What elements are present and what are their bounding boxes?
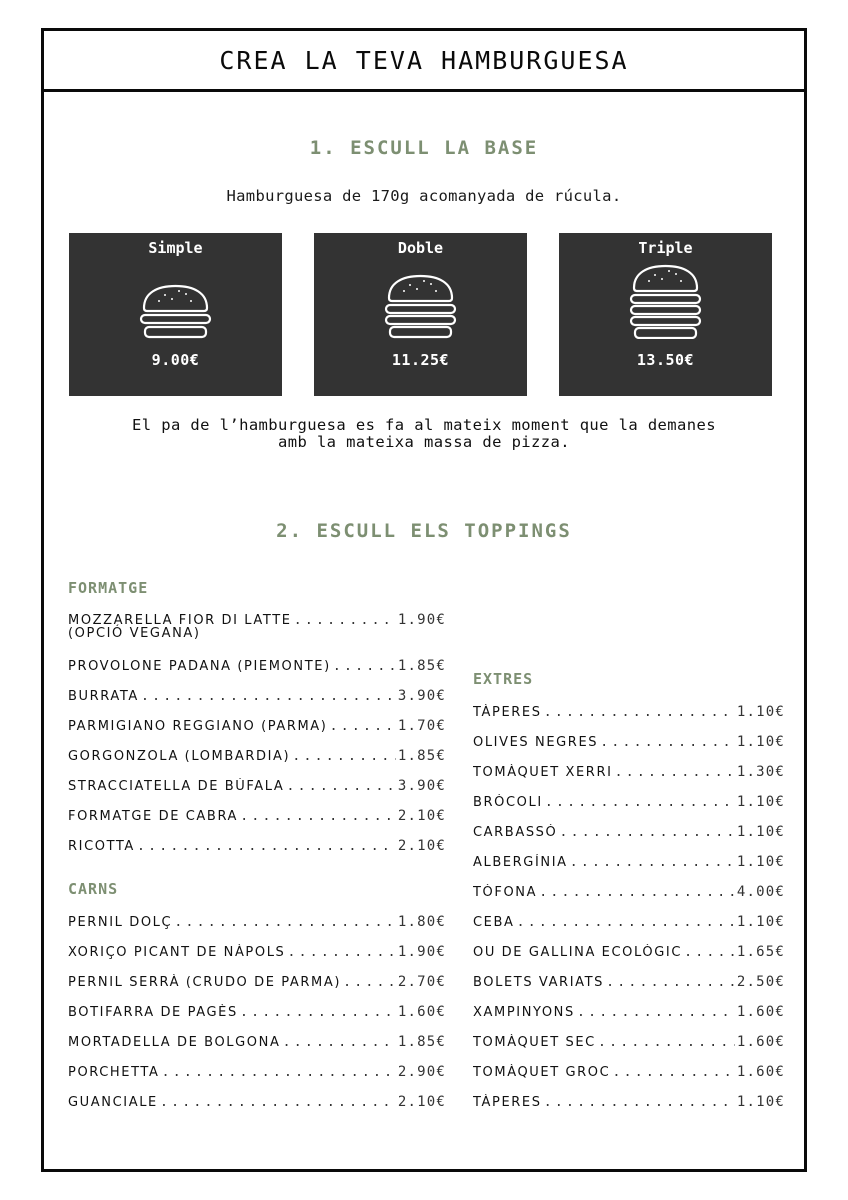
topping-subtitle: (OPCIÓ VEGANA): [68, 626, 201, 641]
topping-price: 1.30€: [736, 764, 785, 780]
leader-dots: [544, 704, 735, 720]
topping-price: 1.10€: [736, 854, 785, 870]
category-carns-title: CARNS: [68, 880, 119, 898]
topping-item[interactable]: [473, 1034, 785, 1050]
bread-note-line1: El pa de l’hamburguesa es fa al mateix moment que la demanes: [132, 416, 716, 434]
leader-dots: [141, 688, 396, 704]
topping-price: 1.10€: [736, 794, 785, 810]
topping-price: 1.10€: [736, 824, 785, 840]
topping-name: BURRATA: [68, 689, 139, 704]
topping-name: ALBERGÍNIA: [473, 855, 568, 870]
burger-icon: [384, 273, 457, 339]
topping-name: XAMPINYONS: [473, 1005, 575, 1020]
menu-page: [41, 28, 807, 1172]
topping-item[interactable]: [473, 974, 785, 990]
topping-price: 1.70€: [397, 718, 446, 734]
topping-item[interactable]: [68, 658, 446, 674]
leader-dots: [286, 778, 395, 794]
topping-item[interactable]: [473, 824, 785, 840]
topping-item[interactable]: [473, 794, 785, 810]
topping-item[interactable]: [68, 974, 446, 990]
topping-name: XORIÇO PICANT DE NÀPOLS: [68, 945, 286, 960]
leader-dots: [539, 884, 735, 900]
leader-dots: [577, 1004, 735, 1020]
leader-dots: [137, 838, 396, 854]
topping-name: PERNIL SERRÀ (CRUDO DE PARMA): [68, 975, 341, 990]
leader-dots: [598, 1034, 735, 1050]
leader-dots: [294, 612, 396, 628]
topping-item[interactable]: [473, 1094, 785, 1110]
topping-name: TOMÀQUET GROC: [473, 1065, 611, 1080]
base-name: Simple: [148, 239, 203, 257]
topping-name: OU DE GALLINA ECOLÒGIC: [473, 945, 682, 960]
topping-price: 1.90€: [397, 944, 446, 960]
topping-item[interactable]: [68, 778, 446, 794]
leader-dots: [684, 944, 735, 960]
topping-name: FORMATGE DE CABRA: [68, 809, 239, 824]
leader-dots: [333, 658, 396, 674]
leader-dots: [612, 1064, 735, 1080]
leader-dots: [287, 944, 395, 960]
topping-price: 3.90€: [397, 778, 446, 794]
topping-item[interactable]: [68, 914, 446, 930]
topping-name: RICOTTA: [68, 839, 135, 854]
topping-price: 1.65€: [736, 944, 785, 960]
topping-price: 4.00€: [736, 884, 785, 900]
topping-name: TÀPERES: [473, 705, 542, 720]
topping-item[interactable]: [68, 838, 446, 854]
topping-item[interactable]: [473, 914, 785, 930]
topping-item[interactable]: [68, 944, 446, 960]
leader-dots: [517, 914, 735, 930]
topping-price: 2.70€: [397, 974, 446, 990]
topping-price: 1.60€: [736, 1004, 785, 1020]
topping-item[interactable]: [68, 688, 446, 704]
topping-price: 1.10€: [736, 1094, 785, 1110]
topping-price: 1.10€: [736, 734, 785, 750]
burger-icon: [139, 283, 212, 339]
leader-dots: [240, 1004, 396, 1020]
topping-item[interactable]: [68, 718, 446, 734]
topping-name: OLIVES NEGRES: [473, 735, 599, 750]
topping-name: STRACCIATELLA DE BÚFALA: [68, 779, 285, 794]
topping-item[interactable]: [68, 1064, 446, 1080]
topping-name: PERNIL DOLÇ: [68, 915, 173, 930]
category-formatge-title: FORMATGE: [68, 579, 149, 597]
base-options: [69, 233, 785, 396]
bread-note: [44, 417, 804, 451]
leader-dots: [559, 824, 734, 840]
step1-subtitle: Hamburguesa de 170g acomanyada de rúcula.: [226, 187, 622, 205]
topping-name: BOTIFARRA DE PAGÈS: [68, 1005, 238, 1020]
topping-item[interactable]: [68, 1034, 446, 1050]
topping-name: BOLETS VARIATS: [473, 975, 605, 990]
leader-dots: [292, 748, 396, 764]
base-name: Triple: [638, 239, 693, 257]
leader-dots: [545, 794, 735, 810]
topping-name: GUANCIALE: [68, 1095, 158, 1110]
topping-price: 1.80€: [397, 914, 446, 930]
topping-item[interactable]: [473, 884, 785, 900]
leader-dots: [161, 1064, 395, 1080]
topping-name: TOMÀQUET SEC: [473, 1035, 596, 1050]
leader-dots: [343, 974, 396, 990]
base-card-simple[interactable]: [69, 233, 282, 396]
topping-item[interactable]: [473, 1064, 785, 1080]
burger-icon: [629, 263, 702, 339]
topping-item[interactable]: [473, 1004, 785, 1020]
base-price: 9.00€: [151, 351, 200, 369]
leader-dots: [544, 1094, 735, 1110]
step1-title: 1. ESCULL LA BASE: [309, 137, 539, 159]
topping-name: PARMIGIANO REGGIANO (PARMA): [68, 719, 328, 734]
bread-note-line2: amb la mateixa massa de pizza.: [278, 433, 570, 451]
topping-item[interactable]: [473, 734, 785, 750]
leader-dots: [600, 734, 735, 750]
topping-price: 3.90€: [397, 688, 446, 704]
topping-name: PROVOLONE PADANA (PIEMONTE): [68, 659, 331, 674]
base-price: 11.25€: [391, 351, 450, 369]
leader-dots: [329, 718, 395, 734]
topping-name: CARBASSÓ: [473, 825, 558, 840]
topping-item[interactable]: [68, 1094, 446, 1110]
topping-item[interactable]: [68, 612, 446, 641]
topping-item[interactable]: [68, 1004, 446, 1020]
topping-item[interactable]: [68, 808, 446, 824]
topping-name: MOZZARELLA FIOR DI LATTE: [68, 613, 292, 628]
title-bar: [44, 31, 804, 92]
base-card-doble[interactable]: [314, 233, 527, 396]
topping-price: 2.10€: [397, 838, 446, 854]
topping-price: 1.85€: [397, 748, 446, 764]
topping-item[interactable]: [473, 704, 785, 720]
topping-price: 2.10€: [397, 808, 446, 824]
topping-price: 2.10€: [397, 1094, 446, 1110]
topping-price: 1.85€: [397, 658, 446, 674]
topping-price: 1.60€: [736, 1034, 785, 1050]
topping-price: 1.10€: [736, 914, 785, 930]
topping-price: 1.60€: [397, 1004, 446, 1020]
base-price: 13.50€: [636, 351, 695, 369]
topping-price: 2.90€: [397, 1064, 446, 1080]
base-name: Doble: [397, 239, 444, 257]
topping-name: CEBA: [473, 915, 515, 930]
topping-item[interactable]: [68, 748, 446, 764]
topping-name: MORTADELLA DE BOLGONA: [68, 1035, 281, 1050]
leader-dots: [606, 974, 735, 990]
topping-item[interactable]: [473, 764, 785, 780]
topping-price: 1.90€: [397, 612, 446, 628]
base-card-triple[interactable]: [559, 233, 772, 396]
topping-price: 1.85€: [397, 1034, 446, 1050]
topping-name: BRÒCOLI: [473, 795, 543, 810]
leader-dots: [282, 1034, 395, 1050]
leader-dots: [570, 854, 735, 870]
leader-dots: [160, 1094, 396, 1110]
topping-price: 2.50€: [736, 974, 785, 990]
leader-dots: [240, 808, 396, 824]
page-title: CREA LA TEVA HAMBURGUESA: [219, 45, 629, 75]
leader-dots: [615, 764, 735, 780]
topping-price: 1.10€: [736, 704, 785, 720]
leader-dots: [174, 914, 396, 930]
topping-name: PORCHETTA: [68, 1065, 160, 1080]
topping-name: TOMÀQUET XERRI: [473, 765, 613, 780]
step2-title: 2. ESCULL ELS TOPPINGS: [276, 520, 572, 542]
topping-item[interactable]: [473, 854, 785, 870]
category-extres-title: EXTRES: [473, 670, 534, 688]
topping-item[interactable]: [473, 944, 785, 960]
topping-name: TÀPERES: [473, 1095, 542, 1110]
topping-price: 1.60€: [736, 1064, 785, 1080]
topping-name: GORGONZOLA (LOMBARDIA): [68, 749, 291, 764]
topping-name: TÒFONA: [473, 885, 538, 900]
